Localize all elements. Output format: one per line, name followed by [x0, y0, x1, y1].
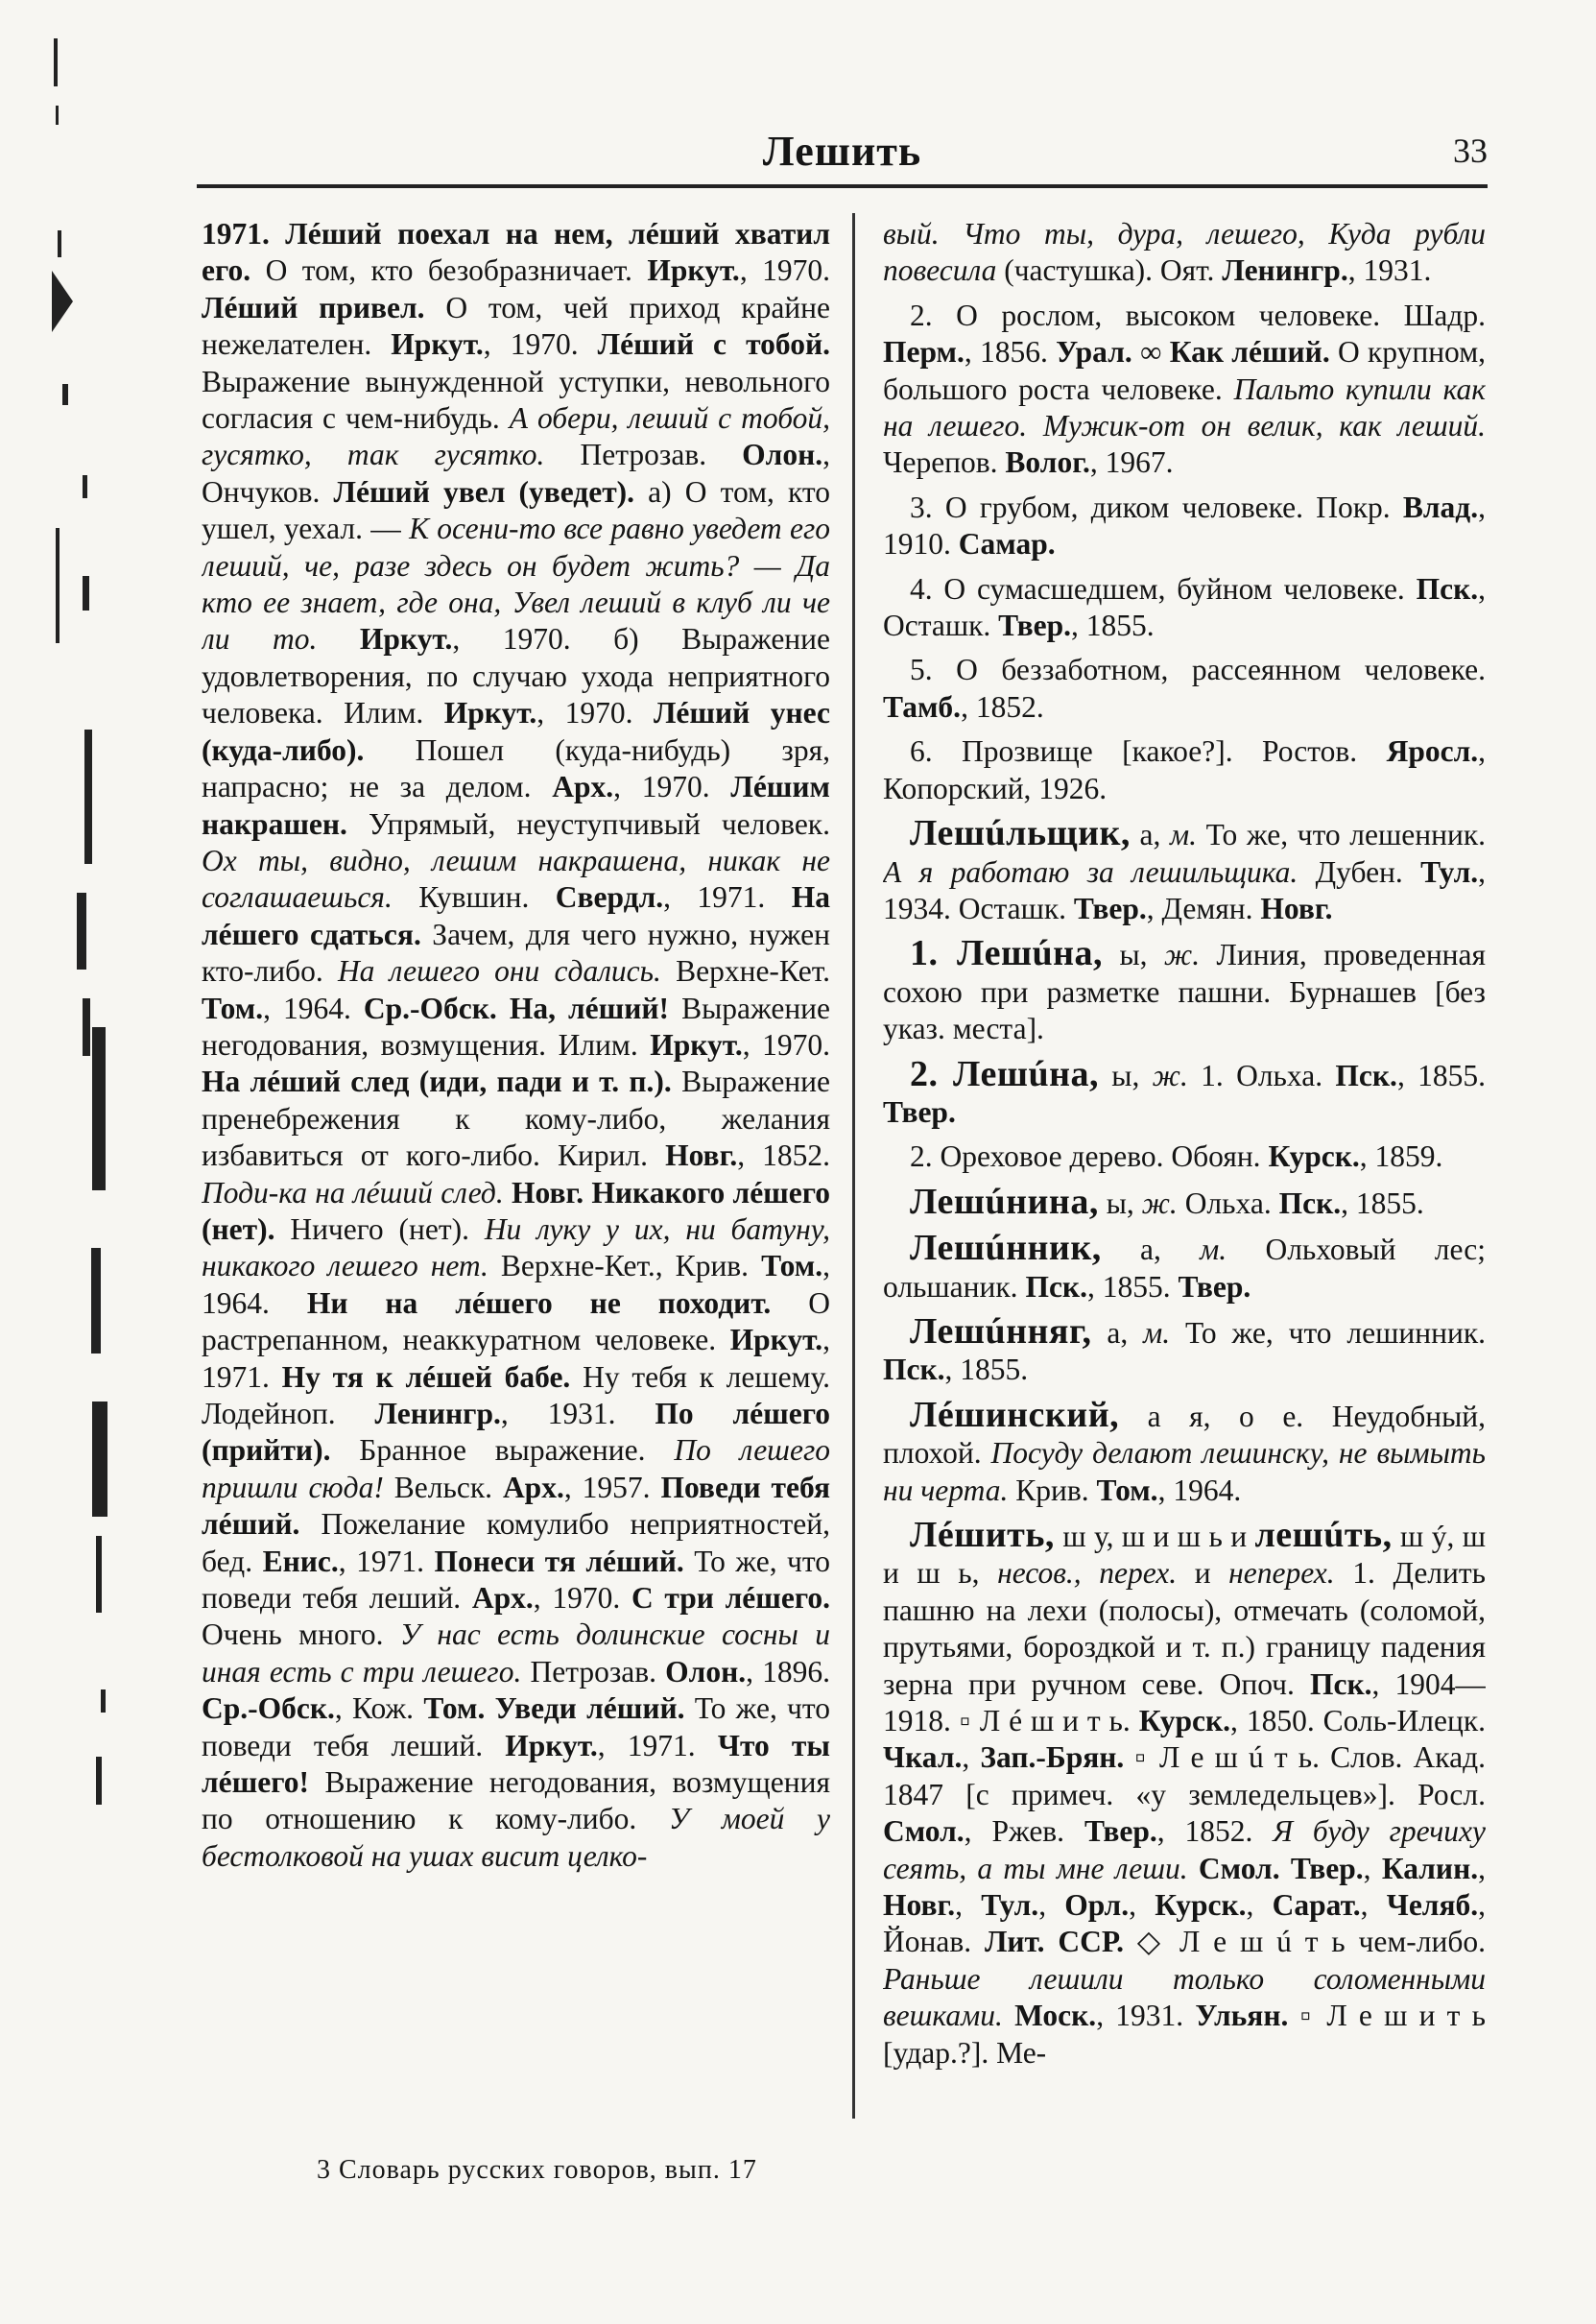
right-column-paragraph: 2. Лешúна, ы, ж. 1. Ольха. Пск., 1855. Твер.	[883, 1053, 1486, 1129]
running-head-title: Лешить	[762, 128, 922, 175]
right-column-paragraph: 3. О грубом, диком человеке. Покр. Влад., 1910. Самар.	[883, 490, 1486, 562]
left-column-paragraph: 1971. Лéший поехал на нем, лéший хватил его. О том, кто безобразничает. Иркут., 1970. Лéший привел. О том, чей приход крайне нежелателен. Иркут., 1970. Лéший с тобой. Выражение вынужденной уступки, невольного согласия с чем-нибудь. А обери, леший с тобой, гусятко, так гусятко. Петрозав. Олон., Ончуков. Лéший увел (уведет). а) О том, кто ушел, уехал. — К осени-то все равно уведет его леший, че, разе здесь он будет жить? — Да кто ее знает, где она, Увел леший в клуб ли че ли то. Иркут., 1970. б) Выражение удовлетворения, по случаю ухода неприятного человека. Илим. Иркут., 1970. Лéший унес (куда-либо). Пошел (куда-нибудь) зря, напрасно; не за делом. Арх., 1970. Лéшим накрашен. Упрямый, неуступчивый человек. Ох ты, видно, лешим накрашена, никак не соглашаешься. Кувшин. Свердл., 1971. На лéшего сдаться. Зачем, для чего нужно, нужен кто-либо. На лешего они сдались. Верхне-Кет. Том., 1964. Ср.-Обск. На, лéший! Выражение негодования, возмущения. Илим. Иркут., 1970. На лéший след (иди, пади и т. п.). Выражение пренебрежения к кому-либо, желания избавиться от кого-либо. Кирил. Новг., 1852. Поди-ка на лéший след. Новг. Никакого лéшего (нет). Ничего (нет). Ни луку у их, ни батуну, никакого лешего нет. Верхне-Кет., Крив. Том., 1964. Ни на лéшего не походит. О растрепанном, неаккуратном человеке. Иркут., 1971. Ну тя к лéшей бабе. Ну тебя к лешему. Лодейноп. Ленингр., 1931. По лéшего (прийти). Бранное выражение. По лешего пришли сюда! Вельск. Арх., 1957. Поведи тебя лéший. Пожелание комулибо неприятностей, бед. Енис., 1971. Понеси тя лéший. То же, что поведи тебя леший. Арх., 1970. С три лéшего. Очень много. У нас есть долинские сосны и иная есть с три лешего. Петрозав. Олон., 1896. Ср.-Обск., Кож. Том. Уведи лéший. То же, что поведи тебя леший. Иркут., 1971. Что ты лéшего! Выражение негодования, возмущения по отношению к кому-либо. У моей у бестолковой на ушах висит целко-	[202, 217, 830, 1873]
right-column-paragraph: Лешúнняг, а, м. То же, что лешинник. Пск., 1855.	[883, 1310, 1486, 1387]
left-column	[202, 216, 830, 2126]
right-column	[883, 216, 1486, 2126]
right-column-paragraph: 4. О сумасшедшем, буйном человеке. Пск., Осташк. Твер., 1855.	[883, 571, 1486, 643]
right-column-paragraph: Лешúльщик, а, м. То же, что лешенник. А я работаю за лешильщика. Дубен. Тул., 1934. Осташк. Твер., Демян. Новг.	[883, 813, 1486, 925]
right-column-paragraph: Лéшить, ш у, ш и ш ь и лешúть, ш ý, ш и ш ь, несов., перех. и неперех. 1. Делить пашню на лехи (полосы), отмечать (соломой, прутьями, бороздкой и т. п.) границу падения зерна при ручном севе. Опоч. Пск., 1904—1918. ▫ Л é ш и т ь. Курск., 1850. Соль-Илецк. Чкал., Зап.-Брян. ▫ Л е ш ú т ь. Слов. Акад. 1847 [с примеч. «у земледельцев»]. Росл. Смол., Ржев. Твер., 1852. Я буду гречиху сеять, а ты мне леши. Смол. Твер., Калин., Новг., Тул., Орл., Курск., Сарат., Челяб., Йонав. Лит. ССР. ◇ Л е ш ú т ь чем-либо. Раньше лешили только соломенными вешками. Моск., 1931. Ульян. ▫ Л е ш и т ь [удар.?]. Ме-	[883, 1515, 1486, 2070]
right-column-paragraph: Лешúнина, ы, ж. Ольха. Пск., 1855.	[910, 1181, 1424, 1222]
right-column-paragraph: 2. О рослом, высоком человеке. Шадр. Перм., 1856. Урал. ∞ Как лéший. О крупном, большого роста человеке. Пальто купили как на лешего. Мужик-от он велик, как леший. Черепов. Волог., 1967.	[883, 298, 1486, 480]
footer-signature: 3 Словарь русских говоров, вып. 17	[317, 2155, 757, 2185]
right-column-paragraph: 1. Лешúна, ы, ж. Линия, проведенная сохою при разметке пашни. Бурнашев [без указ. места].	[883, 933, 1486, 1046]
scan-edge-artifacts	[0, 0, 115, 2324]
page-header	[197, 123, 1488, 180]
page-number: 33	[1453, 132, 1488, 170]
right-column-paragraph: Лешúнник, а, м. Ольховый лес; ольшаник. Пск., 1855. Твер.	[883, 1228, 1486, 1304]
header-rule	[197, 184, 1488, 188]
right-column-paragraph: 6. Прозвище [какое?]. Ростов. Яросл., Копорский, 1926.	[883, 734, 1486, 805]
right-column-paragraph: вый. Что ты, дура, лешего, Куда рубли повесила (частушка). Оят. Ленингр., 1931.	[883, 217, 1486, 288]
right-column-paragraph: 5. О беззаботном, рассеянном человеке. Тамб., 1852.	[883, 653, 1486, 724]
right-column-paragraph: 2. Ореховое дерево. Обоян. Курск., 1859.	[910, 1139, 1443, 1174]
right-column-paragraph: Лéшинский, а я, о е. Неудобный, плохой. Посуду делают лешинску, не вымыть ни черта. Крив. Том., 1964.	[883, 1394, 1486, 1507]
column-divider	[852, 213, 855, 2119]
